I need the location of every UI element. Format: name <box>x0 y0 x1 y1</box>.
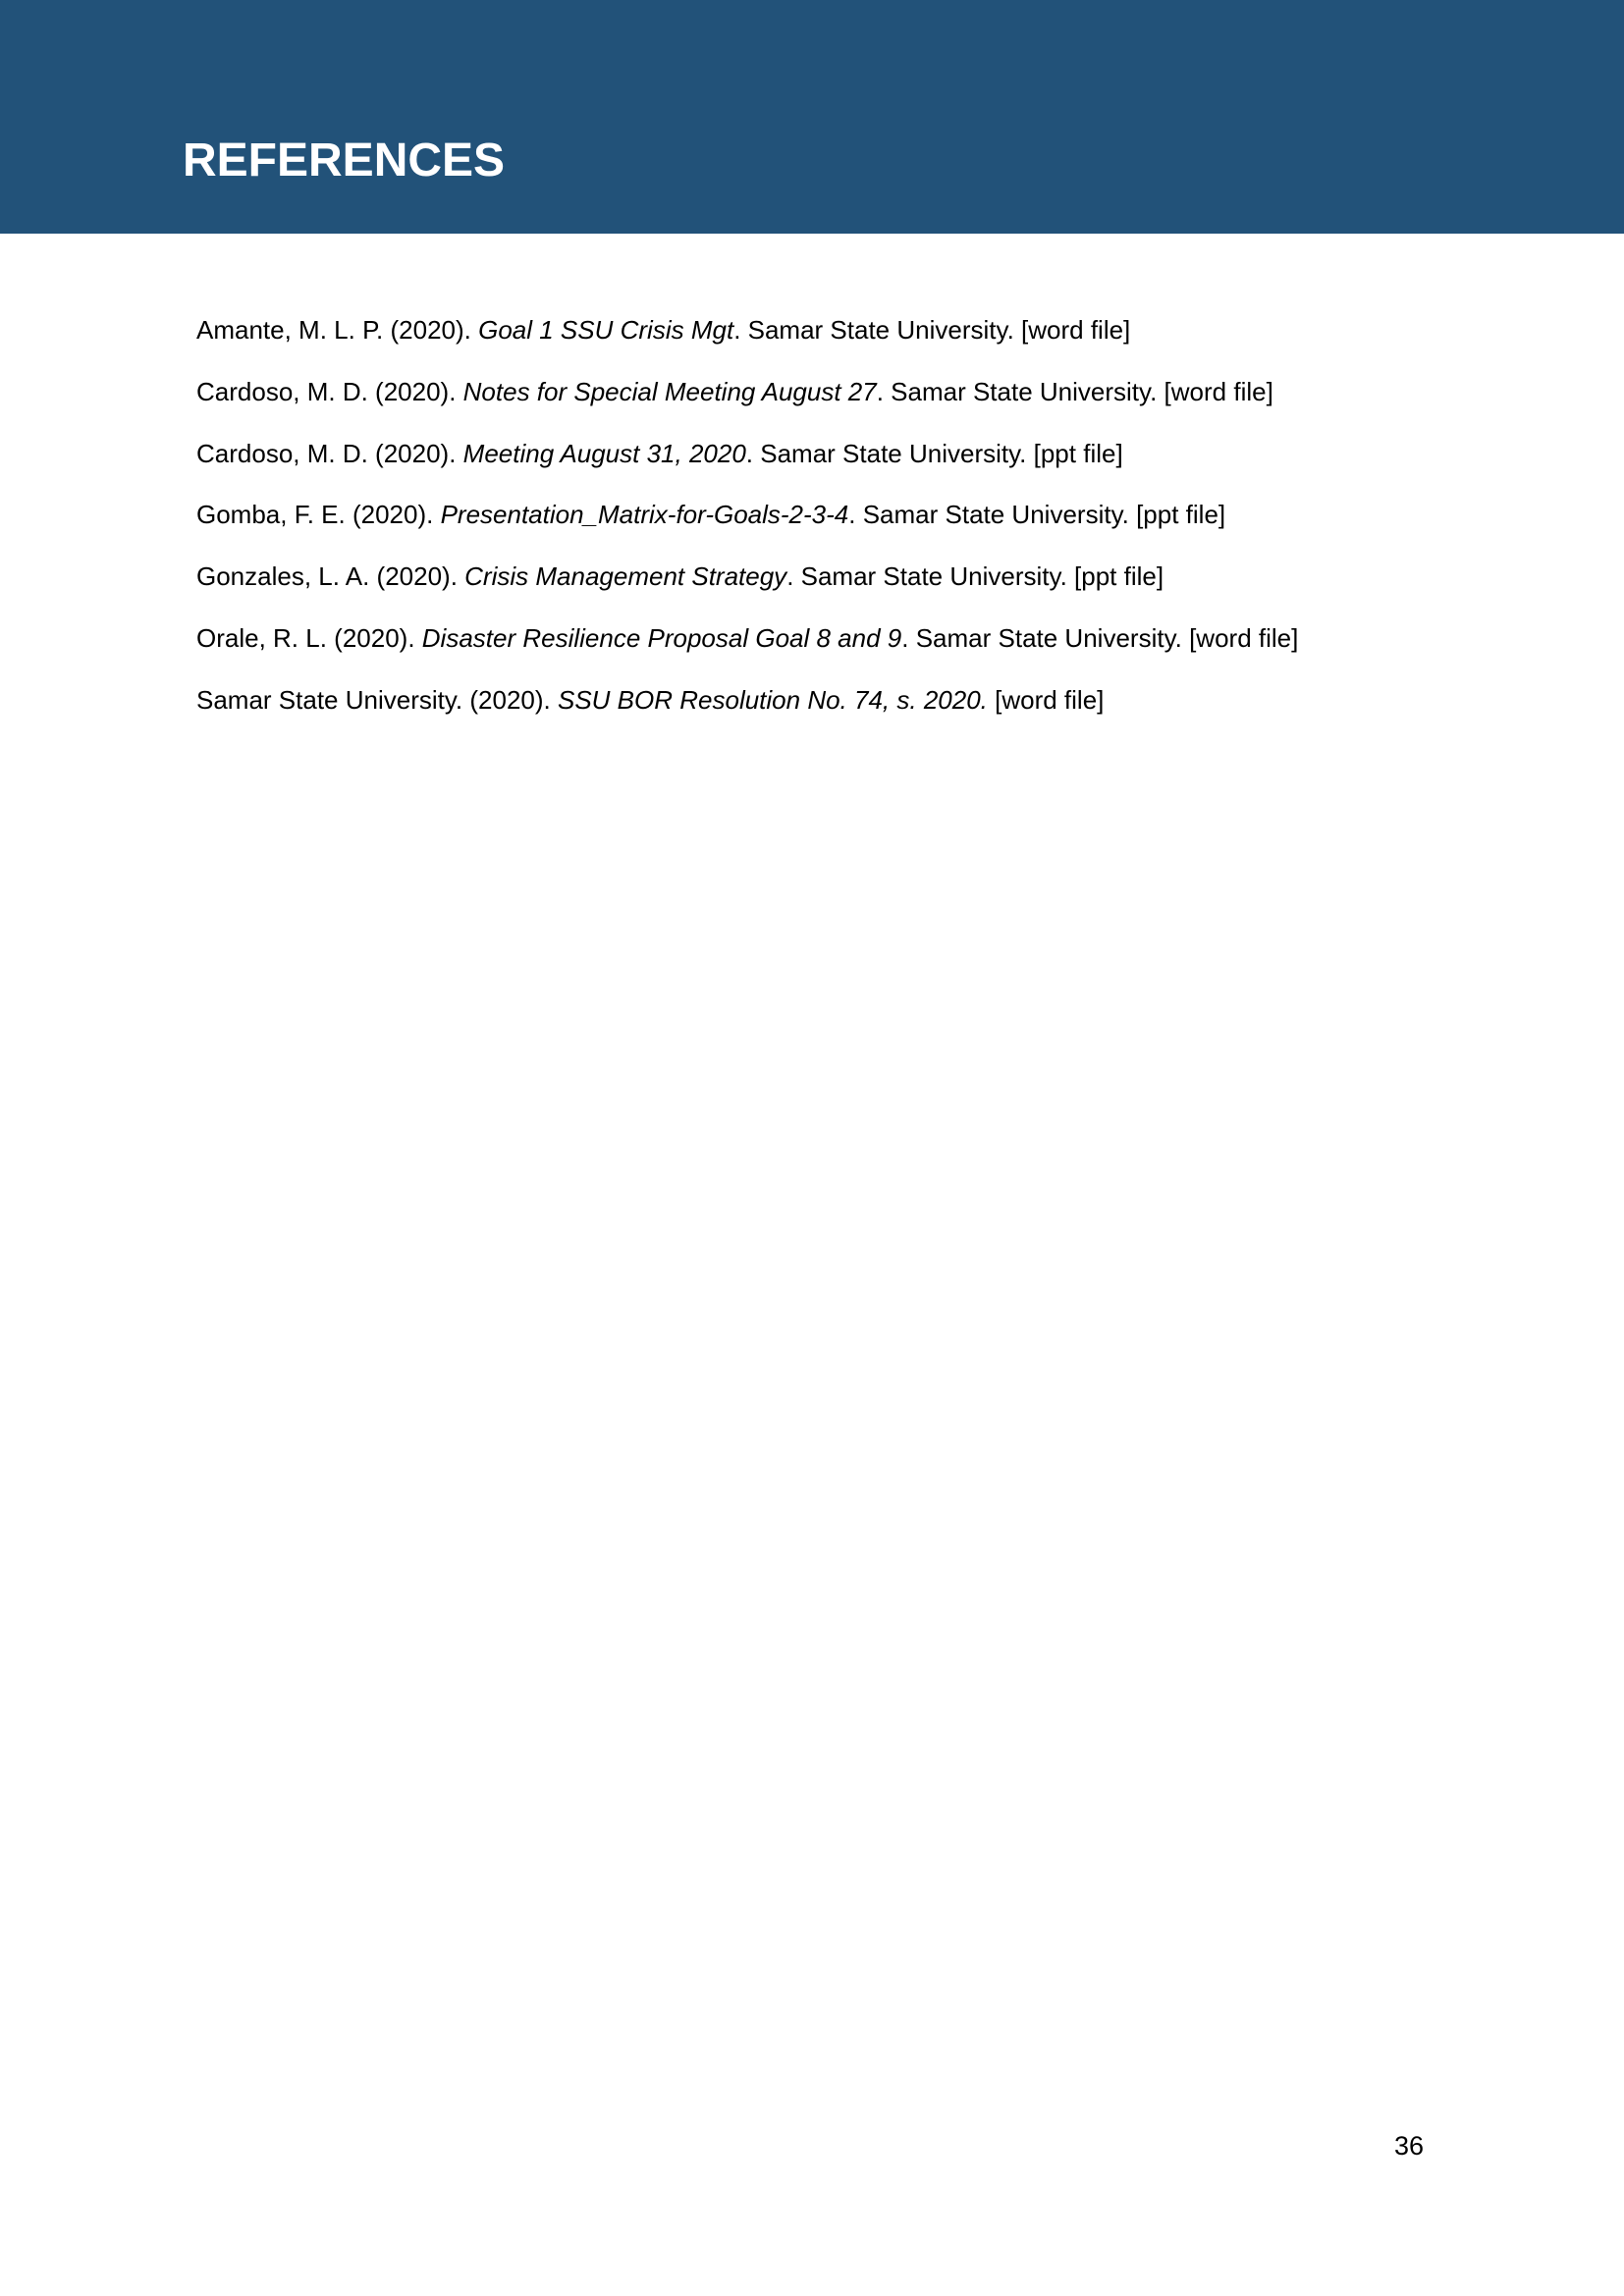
page-title: REFERENCES <box>183 134 506 187</box>
page-number: 36 <box>1394 2131 1425 2161</box>
reference-source: . Samar State University. [word file] <box>876 376 1273 406</box>
reference-author: Cardoso, M. D. (2020). <box>196 376 463 406</box>
reference-source: . Samar State University. [ppt file] <box>786 561 1164 592</box>
reference-title: SSU BOR Resolution No. 74, s. 2020. <box>558 684 988 715</box>
reference-author: Gomba, F. E. (2020). <box>196 500 441 530</box>
reference-source: . Samar State University. [word file] <box>901 622 1299 653</box>
references-list <box>196 312 1473 744</box>
reference-source: . Samar State University. [word file] <box>733 315 1131 345</box>
reference-title: Crisis Management Strategy <box>464 561 787 592</box>
reference-item <box>196 497 1473 532</box>
reference-item <box>196 620 1473 656</box>
reference-title: Notes for Special Meeting August 27 <box>462 376 877 406</box>
reference-item <box>196 374 1473 409</box>
reference-author: Gonzales, L. A. (2020). <box>196 561 465 592</box>
reference-author: Amante, M. L. P. (2020). <box>196 315 479 345</box>
reference-title: Presentation_Matrix-for-Goals-2-3-4 <box>440 500 849 530</box>
reference-author: Samar State University. (2020). <box>196 684 558 715</box>
reference-item <box>196 436 1473 471</box>
reference-item <box>196 312 1473 347</box>
reference-title: Disaster Resilience Proposal Goal 8 and 9 <box>421 622 902 653</box>
reference-item <box>196 559 1473 594</box>
reference-title: Goal 1 SSU Crisis Mgt <box>478 315 734 345</box>
reference-item <box>196 682 1473 718</box>
header-band <box>0 0 1624 234</box>
reference-title: Meeting August 31, 2020 <box>462 438 746 468</box>
reference-source: . Samar State University. [ppt file] <box>745 438 1123 468</box>
reference-author: Cardoso, M. D. (2020). <box>196 438 463 468</box>
reference-source: . Samar State University. [ppt file] <box>848 500 1226 530</box>
reference-author: Orale, R. L. (2020). <box>196 622 422 653</box>
reference-source: [word file] <box>987 684 1105 715</box>
